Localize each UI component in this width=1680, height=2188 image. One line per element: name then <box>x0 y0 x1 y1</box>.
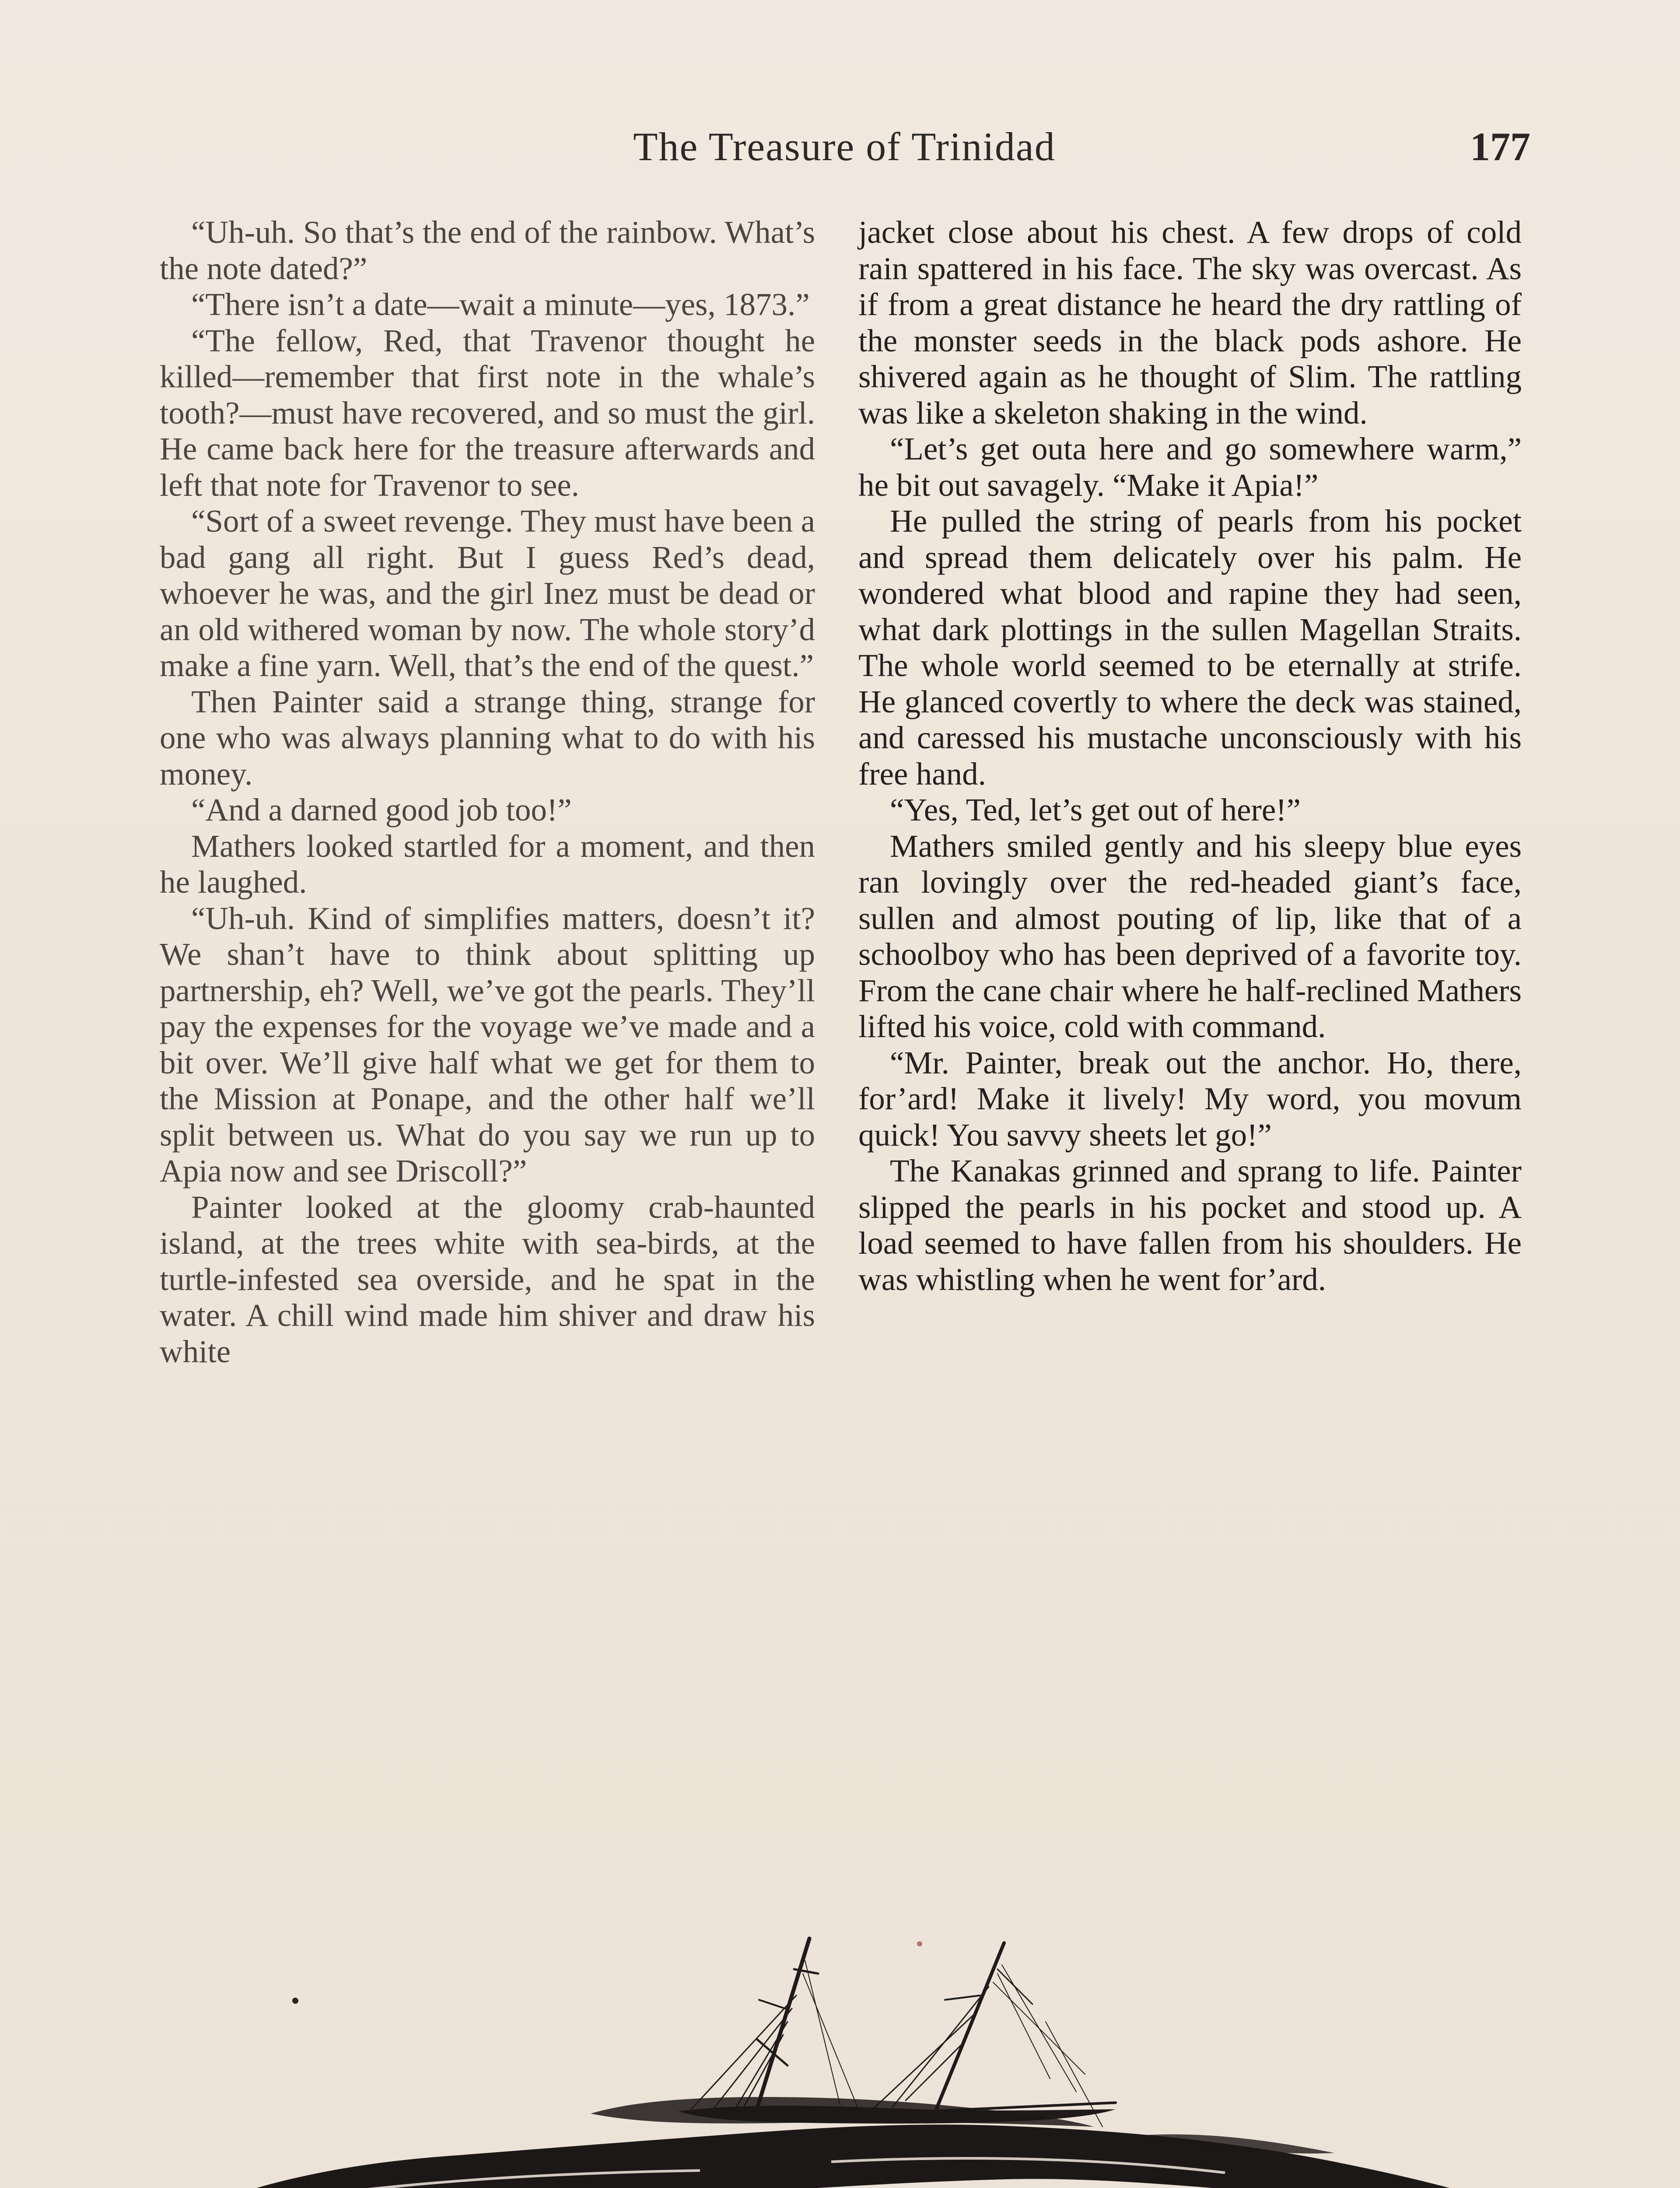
paragraph: “Mr. Painter, break out the anchor. Ho, there, for’ard! Make it lively! My word, you movum quick! You savvy sheets let go!” <box>858 1045 1522 1153</box>
sea-waves <box>184 2097 1483 2188</box>
paragraph: He pulled the string of pearls from his pocket and spread them delicately over his palm. He wondered what blood and rapine they had seen, what dark plottings in the sullen Magellan Straits. The whole world seemed to be eternally at strife. He glanced covertly to where the deck was stained, and caressed his mustache unconsciously with his free hand. <box>858 503 1522 792</box>
paragraph: “There isn’t a date—wait a minute—yes, 1873.” <box>191 287 810 322</box>
paragraph: The Kanakas grinned and sprang to life. Painter slipped the pearls in his pocket and stood up. A load seemed to have fallen from his shoulders. He was whistling when he went for’ard. <box>858 1153 1522 1297</box>
paragraph: “Uh-uh. Kind of simplifies matters, doesn’t it? We shan’t have to think about splitting up partnership, eh? Well, we’ve got the pearls. They’ll pay the expenses for the voyage we’ve made and a bit over. We’ll give half what we get for them to the Mission at Ponape, and the other half we’ll split between us. What do you say we run up to Apia now and see Driscoll?” <box>160 900 815 1189</box>
paragraph: “Yes, Ted, let’s get out of here!” <box>890 792 1301 828</box>
page-number: 177 <box>1470 124 1530 169</box>
paragraph: “Sort of a sweet revenge. They must have been a bad gang all right. But I guess Red’s dead, whoever he was, and the girl Inez must be dead or an old withered woman by now. The whole story’d make a fine yarn. Well, that’s the end of the quest.” <box>160 503 815 683</box>
paragraph: “Let’s get outa here and go somewhere warm,” he bit out savagely. “Make it Apia!” <box>858 431 1522 503</box>
paragraph: Mathers looked startled for a moment, and then he laughed. <box>160 828 815 900</box>
paragraph: Painter looked at the gloomy crab-haunted island, at the trees white with sea-birds, at the turtle-infested sea overside, and he spat in the water. A chill wind made him shiver and draw his white <box>160 1189 815 1369</box>
paragraph: Mathers smiled gently and his sleepy blue eyes ran lovingly over the red-headed giant’s face, sullen and almost pouting of lip, like that of a schoolboy who has been deprived of a favorite toy. From the cane chair where he half-reclined Mathers lifted his voice, cold with command. <box>858 828 1522 1044</box>
paragraph: “And a darned good job too!” <box>191 792 572 828</box>
paragraph-continued: jacket close about his chest. A few drops of cold rain spattered in his face. The sky was overcast. As if from a great distance he heard the dry rattling of the monster seeds in the black pods ashore. He shivered again as he thought of Slim. The rattling was like a skeleton shaking in the wind. <box>858 214 1522 431</box>
left-text-column <box>160 214 815 1370</box>
running-title: The Treasure of Trinidad <box>633 124 1056 169</box>
wrecked-ship-illustration <box>175 1934 1488 2188</box>
paragraph: “Uh-uh. So that’s the end of the rainbow. What’s the note dated?” <box>160 214 815 286</box>
paragraph: “The fellow, Red, that Travenor thought he killed—remember that first note in the whale’s tooth?—must have recovered, and so must the girl. He came back here for the treasure afterwards and left that note for Travenor to see. <box>160 323 815 503</box>
right-text-column <box>858 214 1522 1297</box>
paragraph: Then Painter said a strange thing, strange for one who was always planning what to do with his money. <box>160 684 815 792</box>
